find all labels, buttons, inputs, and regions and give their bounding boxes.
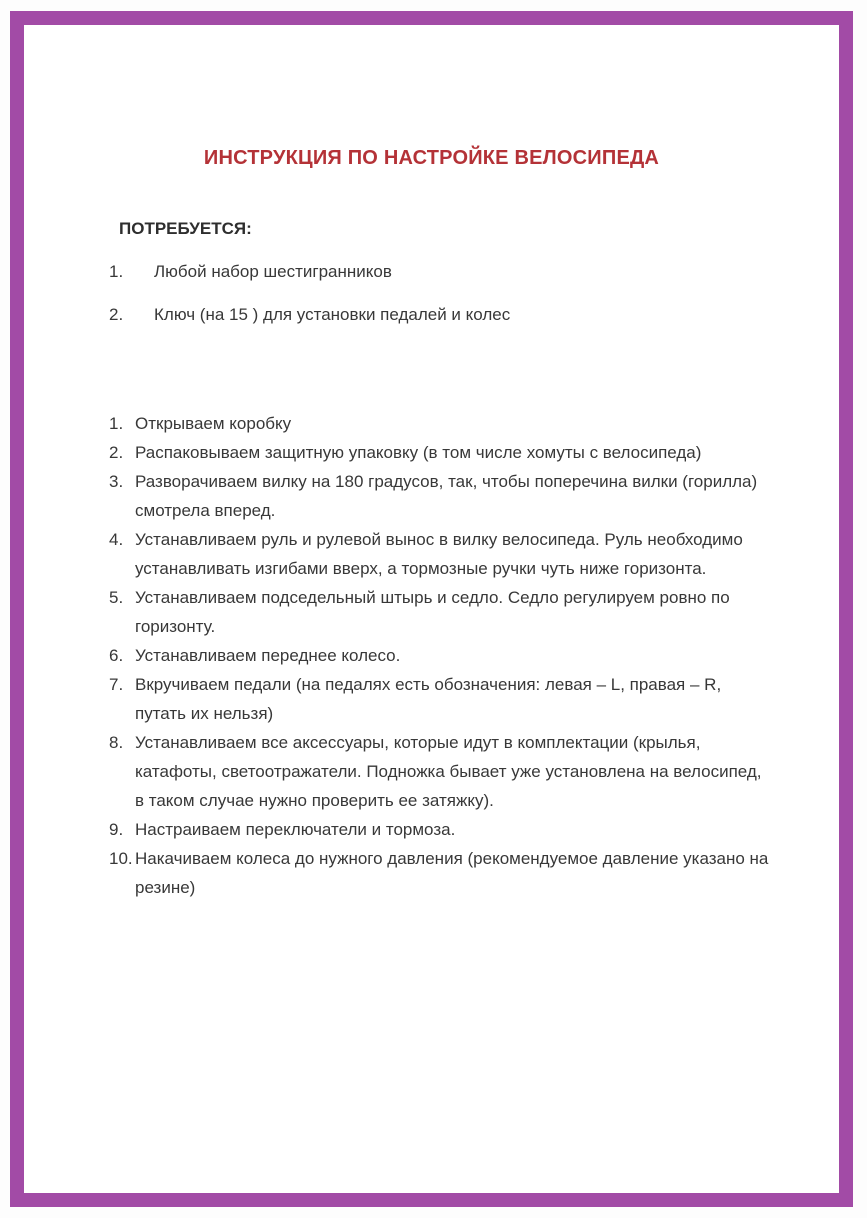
steps-list (109, 409, 839, 902)
step-number: 4. (109, 530, 124, 549)
step-item (109, 525, 839, 583)
step-number: 9. (109, 820, 124, 839)
document-title: ИНСТРУКЦИЯ ПО НАСТРОЙКЕ ВЕЛОСИПЕДА (203, 147, 660, 169)
step-text: Открываем коробку (135, 414, 292, 433)
requirement-item (109, 304, 839, 325)
requirement-item (109, 261, 839, 282)
requirement-text: Любой набор шестигранников (154, 262, 392, 281)
step-text: Устанавливаем все аксессуары, которые идут в комплектации (крылья, катафоты, светоотражатели. Подножка бывает уже установлена на велосипед, в таком случае нужно проверить ее затяжку). (135, 733, 762, 810)
step-item (109, 844, 839, 902)
step-item (109, 641, 839, 670)
step-number: 8. (109, 733, 124, 752)
step-number: 5. (109, 588, 124, 607)
step-item (109, 467, 839, 525)
step-number: 1. (109, 414, 124, 433)
step-text: Распаковываем защитную упаковку (в том числе хомуты с велосипеда) (135, 443, 702, 462)
requirement-number: 1. (109, 262, 124, 281)
step-text: Настраиваем переключатели и тормоза. (135, 820, 456, 839)
page-border-frame (10, 11, 853, 1207)
step-number: 6. (109, 646, 124, 665)
step-number: 3. (109, 472, 124, 491)
step-item (109, 815, 839, 844)
requirement-text: Ключ (на 15 ) для установки педалей и колес (154, 305, 511, 324)
step-text: Устанавливаем переднее колесо. (135, 646, 401, 665)
step-text: Разворачиваем вилку на 180 градусов, так, чтобы поперечина вилки (горилла) смотрела вперед. (135, 472, 758, 520)
step-item (109, 583, 839, 641)
step-number: 7. (109, 675, 124, 694)
requirements-list (109, 261, 839, 325)
step-number: 2. (109, 443, 124, 462)
step-text: Накачиваем колеса до нужного давления (рекомендуемое давление указано на резине) (135, 849, 769, 897)
step-item (109, 670, 839, 728)
requirements-heading: ПОТРЕБУЕТСЯ: (119, 219, 252, 238)
step-text: Устанавливаем руль и рулевой вынос в вилку велосипеда. Руль необходимо устанавливать изгибами вверх, а тормозные ручки чуть ниже горизонта. (135, 530, 743, 578)
step-item (109, 409, 839, 438)
step-text: Вкручиваем педали (на педалях есть обозначения: левая – L, правая – R, путать их нельзя) (135, 675, 722, 723)
requirement-number: 2. (109, 305, 124, 324)
step-item (109, 728, 839, 815)
step-number: 10. (109, 849, 133, 868)
page-content (24, 147, 839, 1218)
step-item (109, 438, 839, 467)
step-text: Устанавливаем подседельный штырь и седло. Седло регулируем ровно по горизонту. (135, 588, 730, 636)
